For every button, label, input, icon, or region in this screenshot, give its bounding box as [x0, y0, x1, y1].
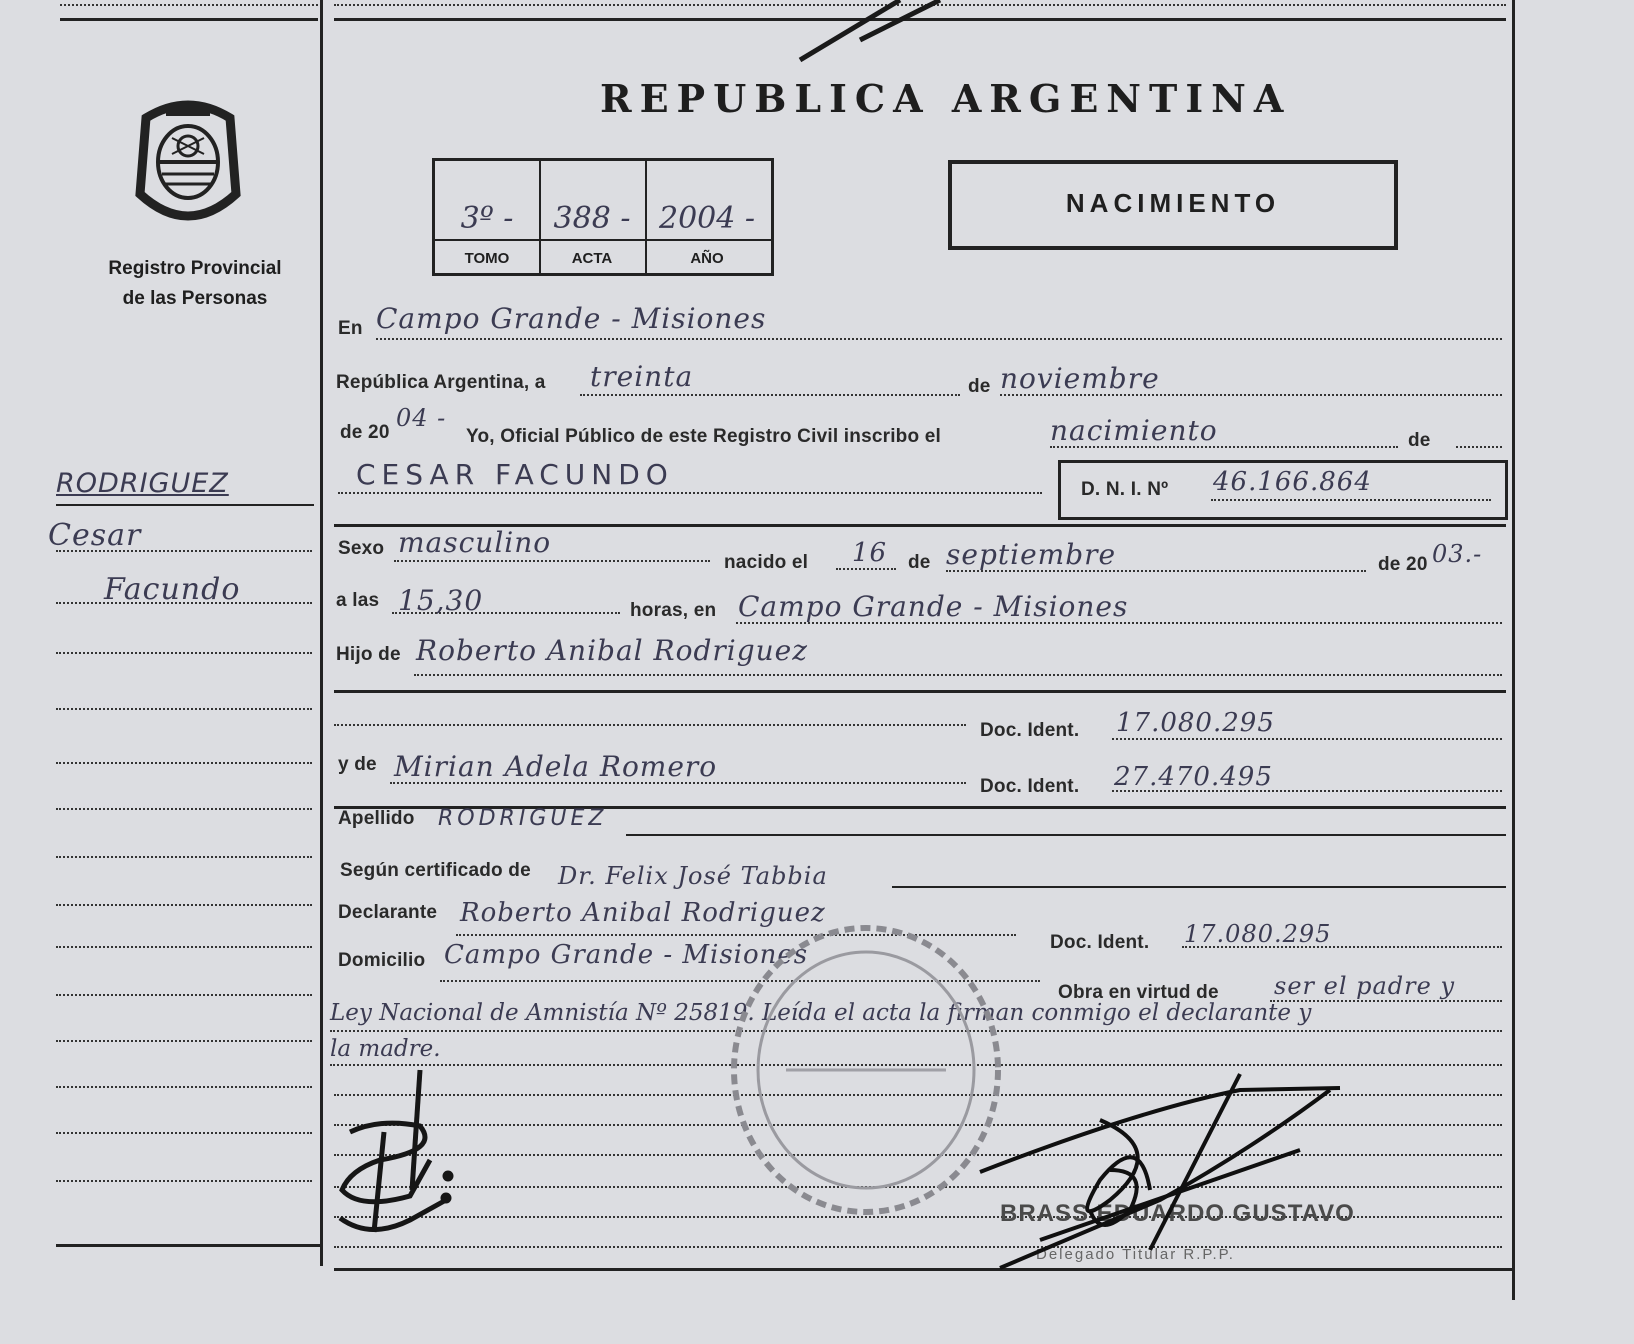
apellido-label: Apellido: [338, 808, 415, 829]
dotted-line: [56, 904, 312, 906]
horas-label: horas, en: [630, 600, 717, 621]
registry-name: [80, 254, 310, 314]
dotted-line: [580, 394, 960, 396]
registry-name-line1: Registro Provincial: [108, 258, 282, 279]
obra-value: ser el padre y: [1274, 972, 1456, 1000]
hour-value: 15,30: [398, 584, 484, 617]
yo-statement: Yo, Oficial Público de este Registro Civil inscribo el: [466, 426, 942, 447]
dotted-line: [836, 568, 896, 570]
father-doc-label: Doc. Ident.: [980, 720, 1080, 741]
de-label-3: de: [908, 552, 931, 573]
document-title: REPUBLICA ARGENTINA: [600, 76, 1292, 121]
dotted-line: [390, 782, 966, 784]
dotted-line: [394, 560, 710, 562]
margin-rule: [56, 504, 314, 506]
obra-label: Obra en virtud de: [1058, 982, 1219, 1003]
domicilio-label: Domicilio: [338, 950, 426, 971]
top-pen-marks: [800, 0, 940, 60]
birth-year-prefix: de 20: [1378, 554, 1428, 575]
registry-name-line2: de las Personas: [122, 288, 268, 309]
hijo-label: Hijo de: [336, 644, 401, 665]
nacido-label: nacido el: [724, 552, 809, 573]
cert-label: Según certificado de: [340, 860, 531, 881]
sexo-label: Sexo: [338, 538, 385, 559]
dotted-line: [56, 808, 312, 810]
dotted-line: [334, 724, 966, 726]
ano-label: AÑO: [690, 250, 724, 267]
acta-label: ACTA: [571, 250, 613, 267]
dni-value: 46.166.864: [1213, 467, 1372, 497]
year-prefix: de 20: [340, 422, 390, 443]
birth-month-value: septiembre: [946, 538, 1117, 571]
dotted-line: [334, 1246, 1502, 1248]
dotted-line: [1050, 446, 1398, 448]
official-stamp-icon: [726, 920, 1006, 1220]
document-type-box: [948, 160, 1398, 250]
dotted-line: [1182, 946, 1502, 948]
declarant-doc-label: Doc. Ident.: [1050, 932, 1150, 953]
tomo-cell: [435, 161, 541, 273]
dotted-line: [1112, 790, 1502, 792]
note-line-1: Ley Nacional de Amnistía Nº 25819. Leída el acta la firman conmigo el declarante y: [330, 1000, 1312, 1026]
dni-box: [1058, 460, 1508, 520]
dotted-line: [56, 856, 312, 858]
section-rule: [334, 690, 1506, 693]
mother-doc-label: Doc. Ident.: [980, 776, 1080, 797]
birth-place-value: Campo Grande - Misiones: [738, 590, 1129, 623]
margin-name-1: Cesar: [48, 518, 142, 553]
section-rule: [892, 886, 1506, 888]
declarante-label: Declarante: [338, 902, 438, 923]
registration-box: [432, 158, 774, 276]
dotted-line: [1000, 394, 1502, 396]
ano-value: 2004 -: [658, 201, 756, 236]
dotted-line: [56, 1132, 312, 1134]
child-name: CESAR FACUNDO: [356, 458, 674, 491]
dotted-line: [56, 1086, 312, 1088]
address-value: Campo Grande - Misiones: [444, 940, 809, 970]
de-label: de: [968, 376, 991, 397]
acta-value: 388 -: [553, 201, 631, 236]
declarant-signature: [980, 1074, 1340, 1268]
dotted-line: [376, 338, 1502, 340]
dotted-line: [56, 994, 312, 996]
dotted-line: [736, 622, 1502, 624]
dotted-line: [1211, 499, 1491, 501]
mother-value: Mirian Adela Romero: [394, 750, 718, 783]
dotted-line: [56, 762, 312, 764]
dni-label: D. N. I. Nº: [1081, 479, 1169, 500]
bottom-rule-right: [334, 1268, 1514, 1271]
officer-stamp-name: BRASS EDUARDO GUSTAVO: [1000, 1200, 1355, 1227]
margin-name-2: Facundo: [104, 572, 241, 607]
dotted-line: [56, 946, 312, 948]
place-value: Campo Grande - Misiones: [376, 302, 767, 335]
top-rule-right: [334, 18, 1506, 21]
day-value: treinta: [590, 360, 694, 393]
year-suffix: 04 -: [396, 404, 447, 432]
dotted-line: [1112, 738, 1502, 740]
registration-box-divider: [435, 239, 771, 241]
republica-label: República Argentina, a: [336, 372, 546, 393]
surname-value: RODRIGUEZ: [438, 806, 608, 831]
acta-cell: [539, 161, 647, 273]
dotted-line: [338, 492, 1042, 494]
ano-cell: [645, 161, 769, 273]
dotted-line: [56, 1180, 312, 1182]
right-border: [1512, 0, 1515, 1300]
mother-doc-value: 27.470.495: [1114, 762, 1273, 792]
note-line-2: la madre.: [330, 1036, 441, 1062]
dotted-line: [60, 4, 318, 6]
dotted-line: [1456, 446, 1502, 448]
dotted-line: [334, 4, 1506, 6]
de-label-2: de: [1408, 430, 1431, 451]
declarant-value: Roberto Anibal Rodriguez: [460, 898, 826, 928]
officer-stamp-title: Delegado Titular R.P.P.: [1036, 1246, 1235, 1263]
provincial-seal-icon: [132, 98, 244, 232]
dotted-line: [56, 550, 312, 552]
bottom-rule-left: [56, 1244, 320, 1247]
top-rule-left: [60, 18, 318, 21]
tomo-label: TOMO: [464, 250, 510, 267]
declarant-doc-value: 17.080.295: [1184, 920, 1332, 948]
dotted-line: [56, 652, 312, 654]
month-value: noviembre: [1000, 362, 1160, 395]
doctor-value: Dr. Felix José Tabbia: [558, 862, 828, 890]
dotted-line: [414, 674, 1502, 676]
birth-year-suffix: 03.-: [1432, 540, 1483, 568]
margin-surname: RODRIGUEZ: [56, 468, 229, 499]
father-doc-value: 17.080.295: [1116, 708, 1275, 738]
dotted-line: [946, 570, 1366, 572]
document-type: NACIMIENTO: [1065, 188, 1281, 218]
event-value: nacimiento: [1050, 414, 1218, 447]
father-value: Roberto Anibal Rodriguez: [416, 634, 808, 667]
dotted-line: [56, 708, 312, 710]
sex-value: masculino: [398, 526, 552, 559]
birth-day-value: 16: [852, 538, 888, 568]
hora-label: a las: [336, 590, 380, 611]
dotted-line: [392, 612, 620, 614]
section-rule: [626, 834, 1506, 836]
y-de-label: y de: [338, 754, 377, 775]
left-column-divider: [320, 0, 323, 1266]
dotted-line: [56, 602, 312, 604]
dotted-line: [56, 1040, 312, 1042]
en-label: En: [338, 318, 363, 339]
tomo-value: 3º -: [460, 201, 514, 236]
